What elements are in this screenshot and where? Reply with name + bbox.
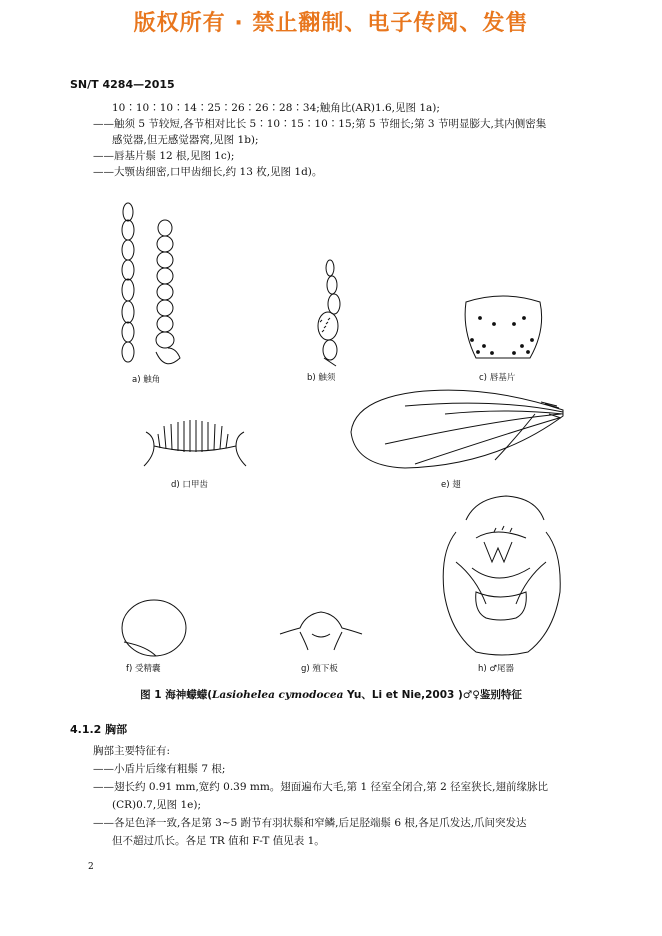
page-number: 2 (88, 862, 94, 872)
clypeus-drawing (458, 290, 548, 370)
text-line: ——各足色泽一致,各足第 3~5 跗节有羽状鬃和窄鳞,后足胫端鬃 6 根,各足爪发达,爪间突发达 (93, 817, 527, 829)
section-heading: 4.1.2 胸部 (70, 723, 128, 736)
text-line: ——小盾片后缘有粗鬃 7 根; (93, 763, 226, 775)
figure-label-d: d) 口甲齿 (171, 480, 208, 490)
text-line: ——大颚齿细密,口甲齿细长,约 13 枚,见图 1d)。 (93, 166, 323, 178)
figure-label-b: b) 触须 (307, 373, 336, 383)
text-line: 感觉器,但无感觉器窝,见图 1b); (112, 134, 259, 146)
figure-caption (0, 687, 662, 702)
copyright-watermark: 版权所有 · 禁止翻制、电子传阅、发售 (133, 11, 529, 36)
text-line: ——唇基片鬃 12 根,见图 1c); (93, 150, 235, 162)
male-genitalia-drawing (436, 492, 566, 658)
figure-label-e: e) 翅 (441, 480, 461, 490)
wing-drawing (345, 384, 570, 474)
figure-label-g: g) 殖下板 (301, 664, 338, 674)
figure-label-f: f) 受精囊 (126, 664, 161, 674)
text-line: 10∶10∶10∶14∶25∶26∶26∶28∶34;触角比(AR)1.6,见图 1a); (112, 102, 440, 114)
figure-label-a: a) 触角 (132, 375, 161, 385)
text-line: ——触须 5 节较短,各节相对比长 5∶10∶15∶10∶15;第 5 节细长;第 3 节明显膨大,其内侧密集 (93, 118, 547, 130)
caption-species: Lasiohelea cymodocea (212, 689, 344, 701)
caption-suffix: Yu、Li et Nie,2003 )♂♀鉴别特征 (343, 689, 522, 701)
figure-label-c: c) 唇基片 (479, 373, 516, 383)
text-line: 胸部主要特征有: (93, 745, 171, 757)
text-line: 但不超过爪长。各足 TR 值和 F-T 值见表 1。 (112, 835, 325, 847)
caption-prefix: 图 1 海神蠓蠓( (140, 689, 213, 701)
antenna-drawing (110, 200, 200, 370)
cibarial-teeth-drawing (140, 412, 250, 472)
text-line: (CR)0.7,见图 1e); (112, 799, 202, 811)
palp-drawing (310, 258, 360, 370)
standard-code: SN/T 4284—2015 (70, 78, 175, 91)
spermatheca-drawing (116, 598, 196, 658)
figure-label-h: h) ♂尾器 (478, 664, 515, 674)
subgenital-plate-drawing (278, 604, 364, 654)
text-line: ——翅长约 0.91 mm,宽约 0.39 mm。翅面遍布大毛,第 1 径室全闭合,第 2 径室狭长,翅前缘脉比 (93, 781, 548, 793)
